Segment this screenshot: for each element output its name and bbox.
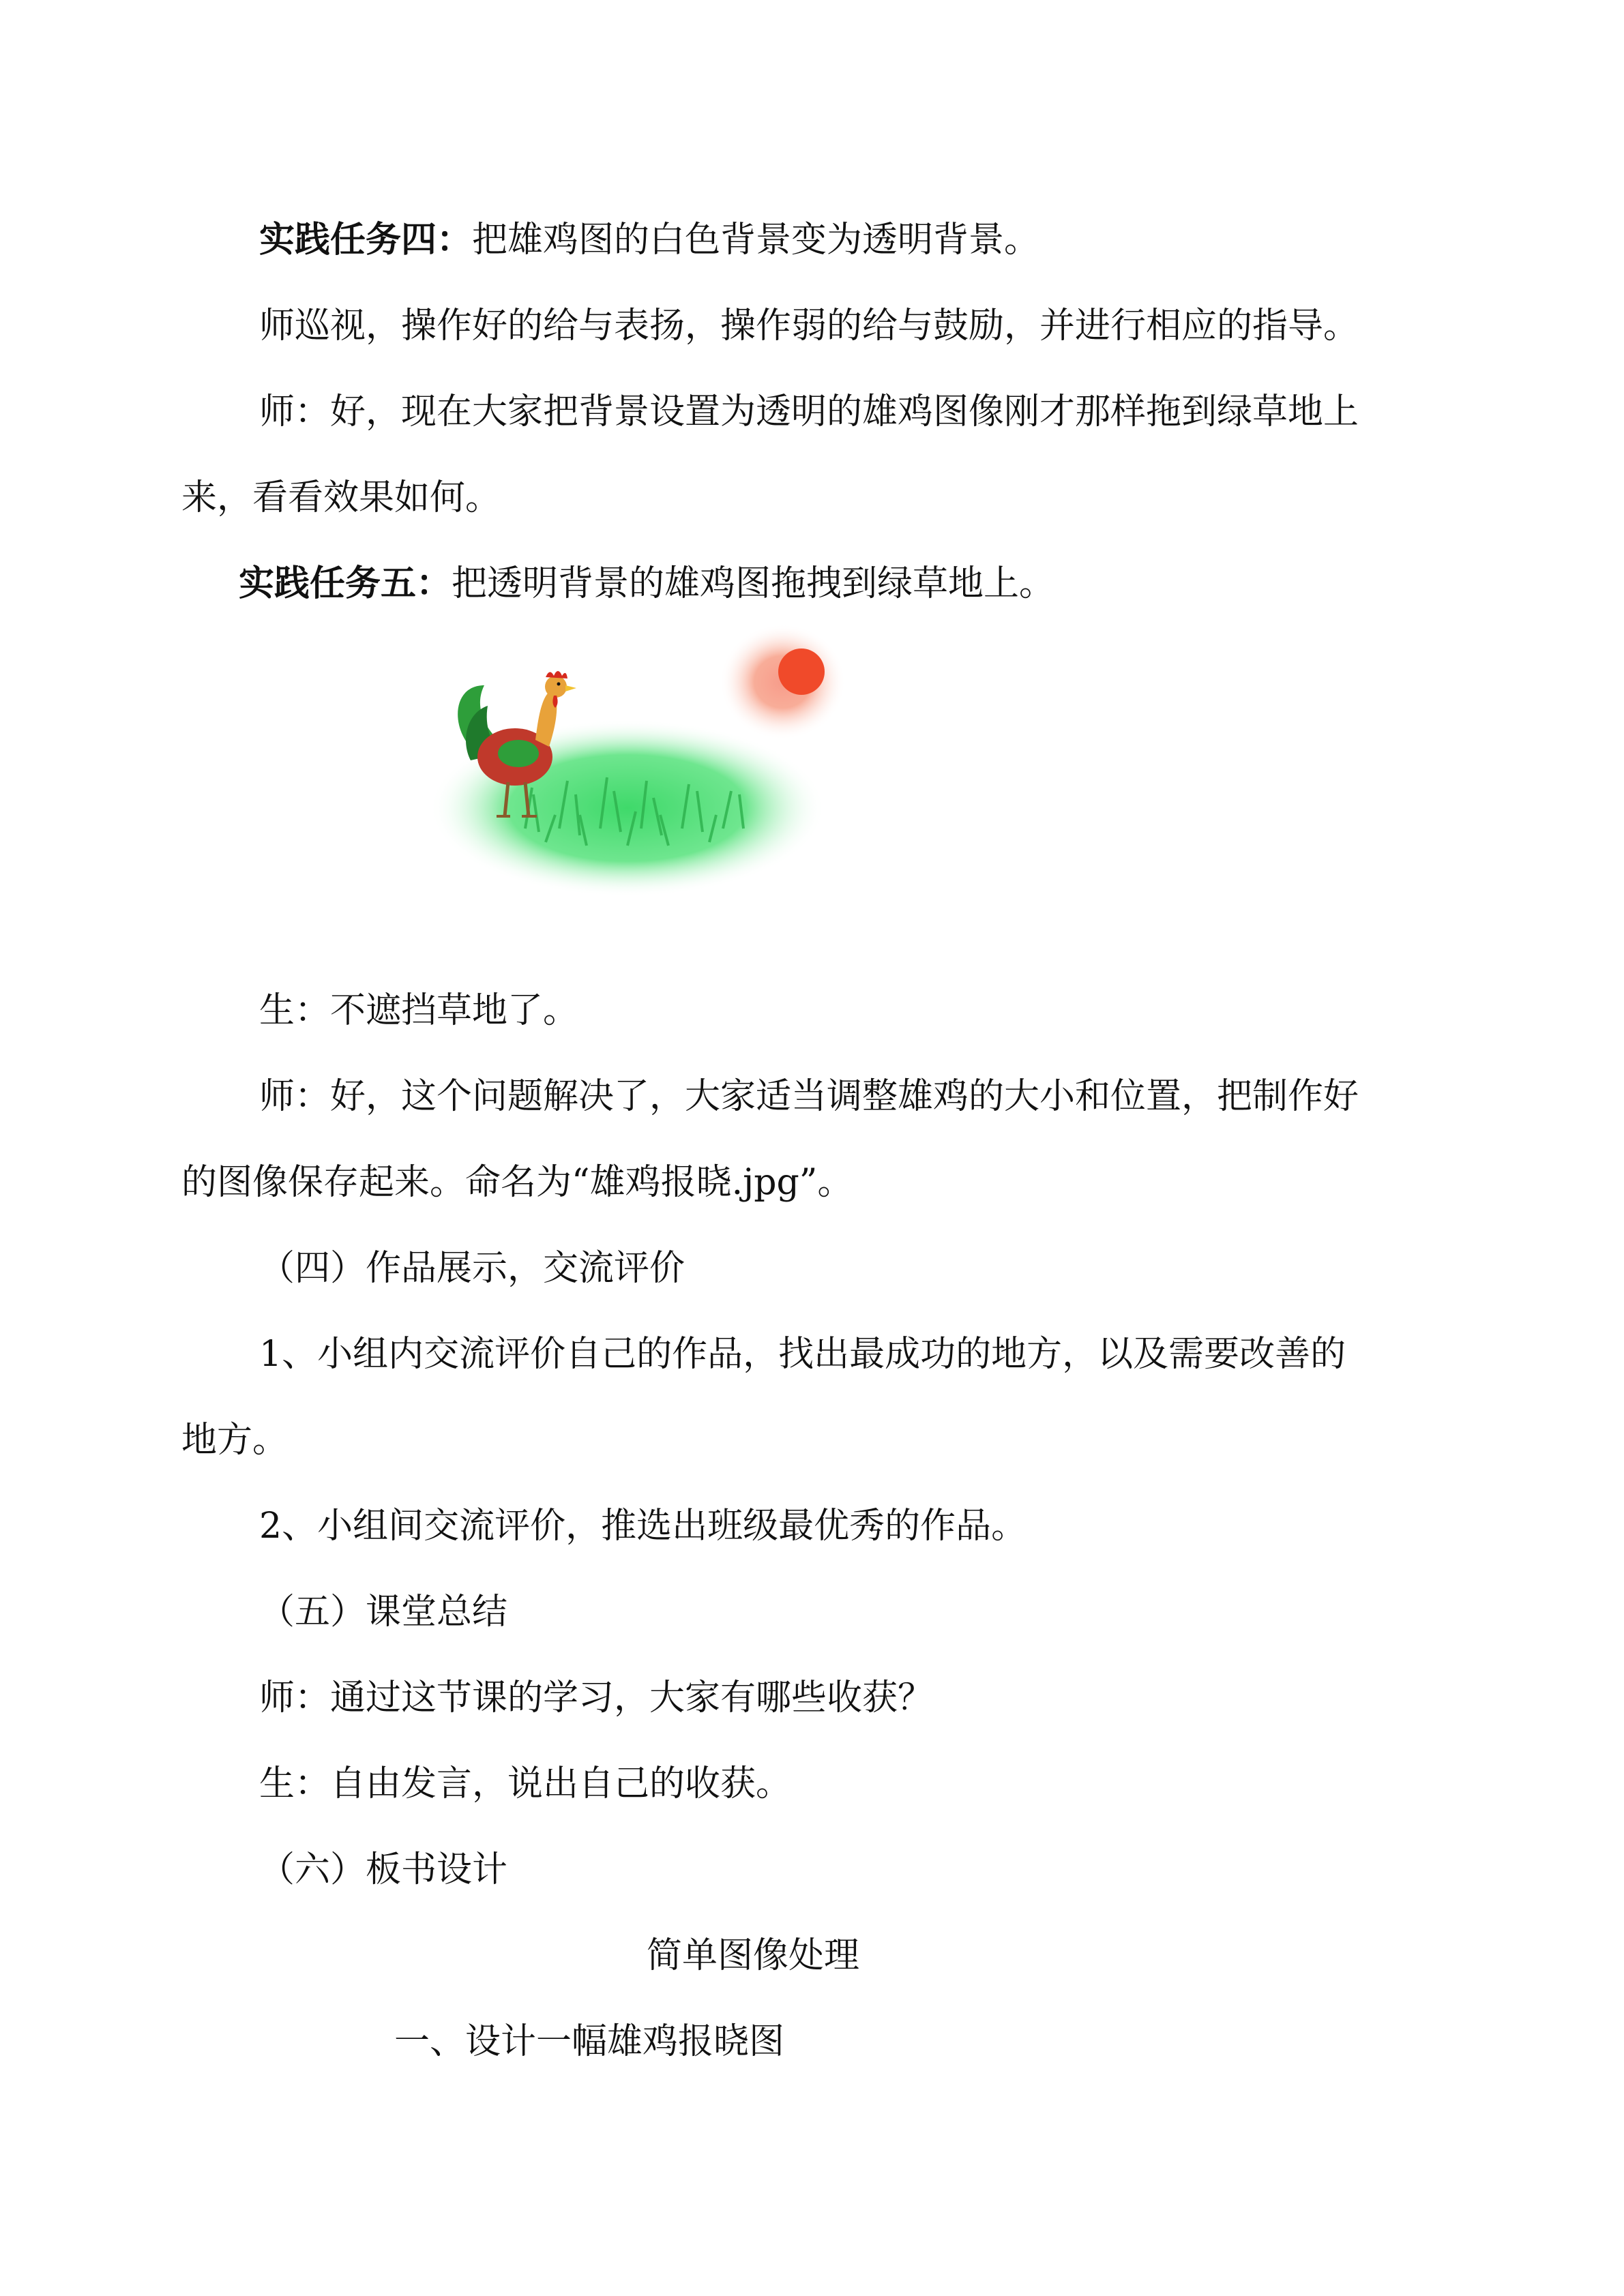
board-title: 简单图像处理 bbox=[647, 1935, 860, 1976]
task4-paragraph bbox=[259, 220, 1039, 260]
teacher-paragraph-3: 师：通过这节课的学习，大家有哪些收获？ bbox=[259, 1678, 934, 1718]
teacher-paragraph-2-line-2: 的图像保存起来。命名为“雄鸡报晓.jpg”。 bbox=[181, 1162, 853, 1203]
task5-paragraph bbox=[239, 563, 1054, 604]
patrol-paragraph: 师巡视，操作好的给与表扬，操作弱的给与鼓励，并进行相应的指导。 bbox=[259, 305, 1359, 346]
teacher-paragraph-2-line-1: 师：好，这个问题解决了，大家适当调整雄鸡的大小和位置，把制作好 bbox=[259, 1076, 1359, 1117]
task4-label: 实践任务四： bbox=[259, 219, 473, 260]
list-item-1-line-1: 1、小组内交流评价自己的作品，找出最成功的地方，以及需要改善的 bbox=[259, 1334, 1346, 1375]
section-heading-6: （六）板书设计 bbox=[259, 1849, 508, 1890]
student-paragraph-2: 生：自由发言，说出自己的收获。 bbox=[259, 1763, 792, 1804]
teacher-paragraph-1-line-1: 师：好，现在大家把背景设置为透明的雄鸡图像刚才那样拖到绿草地上 bbox=[259, 391, 1359, 432]
section-heading-4: （四）作品展示，交流评价 bbox=[259, 1248, 685, 1289]
task5-label: 实践任务五： bbox=[239, 563, 452, 604]
task4-text: 把雄鸡图的白色背景变为透明背景。 bbox=[472, 220, 1040, 260]
sun-icon bbox=[720, 624, 846, 740]
list-item-2: 2、小组间交流评价，推选出班级最优秀的作品。 bbox=[259, 1506, 1027, 1547]
task5-text: 把透明背景的雄鸡图拖拽到绿草地上。 bbox=[452, 563, 1055, 604]
list-item-1-line-2: 地方。 bbox=[181, 1420, 289, 1461]
teacher-paragraph-1-line-2: 来，看看效果如何。 bbox=[181, 477, 501, 518]
rooster-on-grass-illustration bbox=[423, 624, 846, 910]
student-paragraph-1: 生：不遮挡草地了。 bbox=[259, 990, 579, 1031]
section-heading-5: （五）课堂总结 bbox=[259, 1592, 508, 1632]
board-item-1: 一、设计一幅雄鸡报晓图 bbox=[394, 2021, 785, 2062]
